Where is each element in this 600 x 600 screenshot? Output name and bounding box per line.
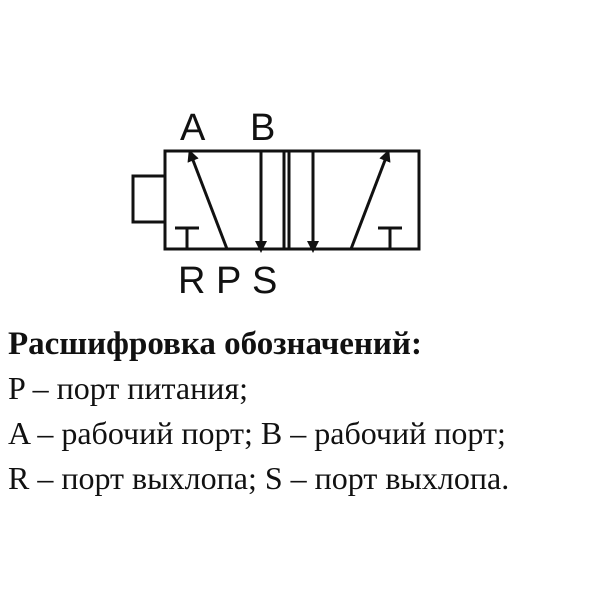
port-label-p: P [216, 260, 242, 302]
port-label-b: B [250, 107, 276, 149]
legend-line-p: P – порт питания; [8, 370, 248, 406]
valve-position-left [165, 151, 289, 249]
port-label-r: R [178, 260, 206, 302]
port-label-a: A [180, 107, 206, 149]
flow-arrow-p-to-a [191, 155, 227, 249]
legend [8, 322, 598, 501]
valve-position-right [289, 151, 419, 249]
legend-line-a-b: A – рабочий порт; B – рабочий порт; [8, 415, 506, 451]
legend-title: Расшифровка обозначений: [8, 326, 422, 362]
actuator-box [133, 176, 165, 222]
legend-line-r-s: R – порт выхлопа; S – порт выхлопа. [8, 460, 510, 496]
flow-arrow-p-to-b [351, 155, 387, 249]
port-label-s: S [252, 260, 278, 302]
